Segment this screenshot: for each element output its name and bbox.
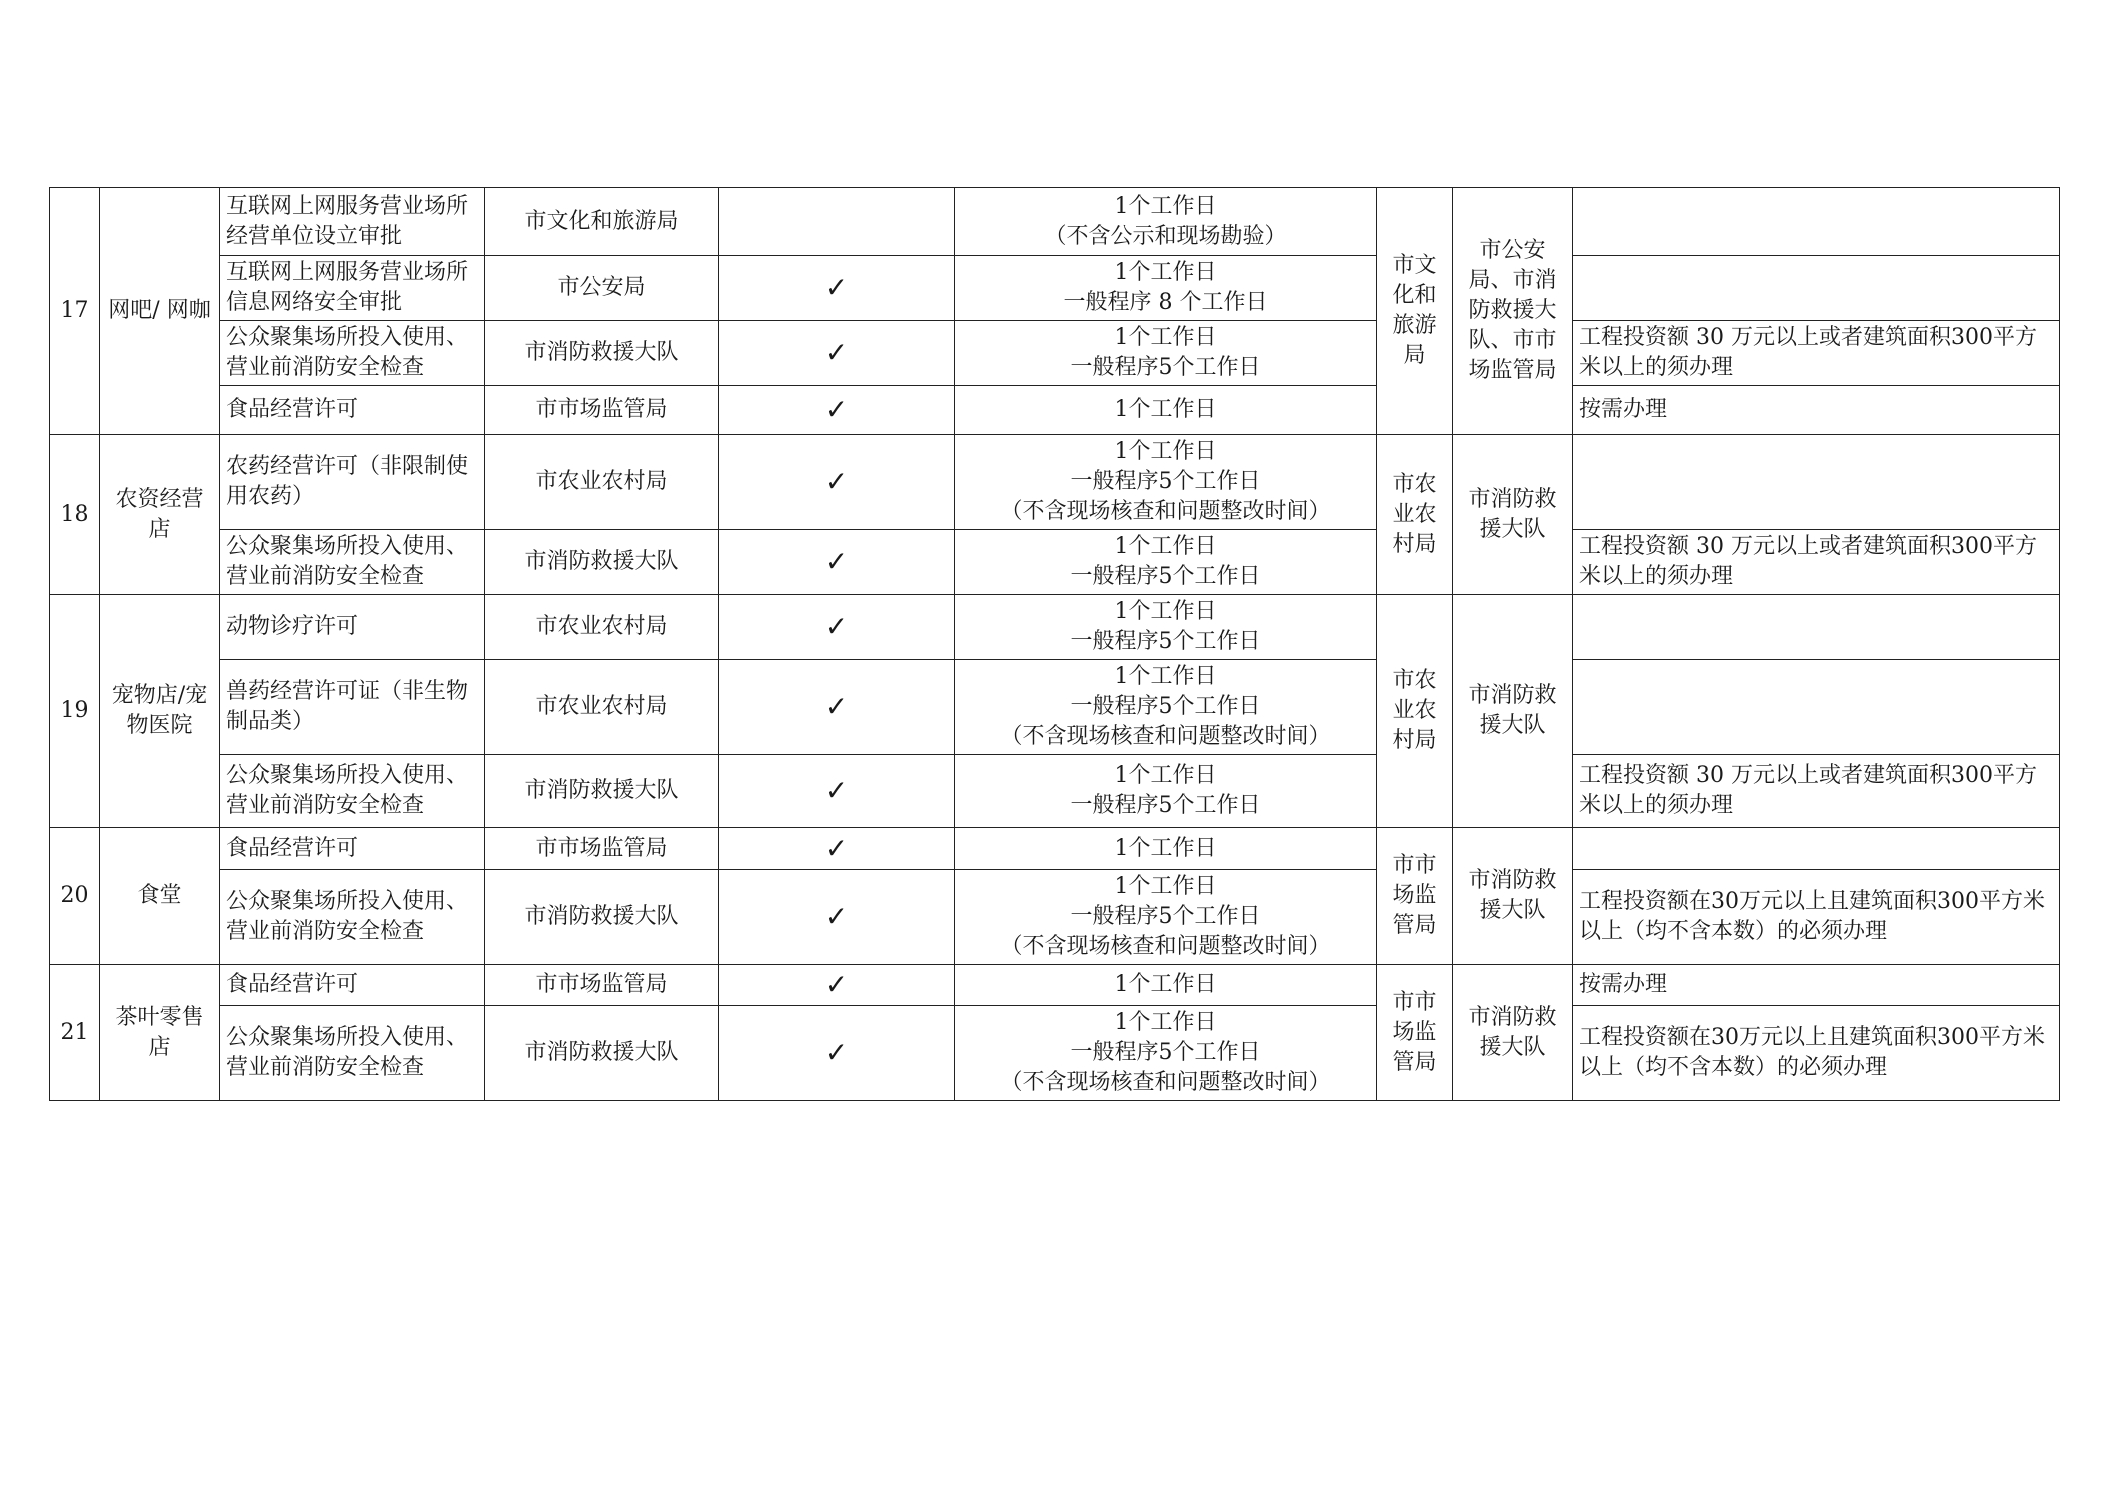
- row-number: 17: [50, 188, 100, 435]
- permit-table: [49, 187, 2060, 1101]
- row-number: 20: [50, 828, 100, 965]
- check-mark: ✓: [719, 595, 955, 660]
- handling-department: 市农业农村局: [485, 660, 719, 755]
- check-mark: ✓: [719, 660, 955, 755]
- processing-time: 1个工作日: [955, 828, 1377, 870]
- table-row: [50, 321, 2060, 386]
- remarks: [1573, 188, 2060, 256]
- permit-item: 公众聚集场所投入使用、营业前消防安全检查: [220, 1006, 485, 1101]
- handling-department: 市农业农村局: [485, 435, 719, 530]
- processing-time: 1个工作日 一般程序5个工作日: [955, 530, 1377, 595]
- handling-department: 市市场监管局: [485, 386, 719, 435]
- permit-item: 公众聚集场所投入使用、营业前消防安全检查: [220, 321, 485, 386]
- handling-department: 市消防救援大队: [485, 755, 719, 828]
- handling-department: 市消防救援大队: [485, 321, 719, 386]
- handling-department: 市市场监管局: [485, 828, 719, 870]
- table-row: [50, 386, 2060, 435]
- processing-time: 1个工作日 （不含公示和现场勘验）: [955, 188, 1377, 256]
- handling-department: 市文化和旅游局: [485, 188, 719, 256]
- handling-department: 市消防救援大队: [485, 1006, 719, 1101]
- lead-department: 市市场监管局: [1377, 965, 1453, 1101]
- check-mark: ✓: [719, 965, 955, 1006]
- remarks: [1573, 595, 2060, 660]
- business-category: 食堂: [100, 828, 220, 965]
- permit-item: 互联网上网服务营业场所信息网络安全审批: [220, 256, 485, 321]
- check-mark: ✓: [719, 530, 955, 595]
- check-mark: ✓: [719, 1006, 955, 1101]
- row-number: 19: [50, 595, 100, 828]
- remarks: [1573, 828, 2060, 870]
- table-row: [50, 870, 2060, 965]
- processing-time: 1个工作日 一般程序5个工作日 （不含现场核查和问题整改时间）: [955, 870, 1377, 965]
- row-number: 18: [50, 435, 100, 595]
- handling-department: 市市场监管局: [485, 965, 719, 1006]
- cooperating-departments: 市消防救援大队: [1453, 965, 1573, 1101]
- check-mark: ✓: [719, 256, 955, 321]
- permit-item: 兽药经营许可证（非生物制品类）: [220, 660, 485, 755]
- remarks: 工程投资额在30万元以上且建筑面积300平方米以上（均不含本数）的必须办理: [1573, 870, 2060, 965]
- check-mark: ✓: [719, 755, 955, 828]
- table-row: [50, 256, 2060, 321]
- processing-time: 1个工作日 一般程序5个工作日: [955, 321, 1377, 386]
- permit-item: 食品经营许可: [220, 386, 485, 435]
- business-category: 茶叶零售店: [100, 965, 220, 1101]
- check-mark: ✓: [719, 435, 955, 530]
- processing-time: 1个工作日 一般程序5个工作日 （不含现场核查和问题整改时间）: [955, 660, 1377, 755]
- table-row: [50, 1006, 2060, 1101]
- permit-item: 公众聚集场所投入使用、营业前消防安全检查: [220, 755, 485, 828]
- permit-item: 农药经营许可（非限制使用农药）: [220, 435, 485, 530]
- lead-department: 市农业农村局: [1377, 435, 1453, 595]
- permit-item: 公众聚集场所投入使用、营业前消防安全检查: [220, 530, 485, 595]
- permit-item: 互联网上网服务营业场所经营单位设立审批: [220, 188, 485, 256]
- lead-department: 市文化和旅游局: [1377, 188, 1453, 435]
- cooperating-departments: 市消防救援大队: [1453, 828, 1573, 965]
- check-mark: ✓: [719, 870, 955, 965]
- business-category: 农资经营店: [100, 435, 220, 595]
- remarks: 按需办理: [1573, 965, 2060, 1006]
- processing-time: 1个工作日 一般程序5个工作日: [955, 595, 1377, 660]
- table-row: [50, 660, 2060, 755]
- remarks: 工程投资额在30万元以上且建筑面积300平方米以上（均不含本数）的必须办理: [1573, 1006, 2060, 1101]
- remarks: [1573, 256, 2060, 321]
- cooperating-departments: 市消防救援大队: [1453, 595, 1573, 828]
- processing-time: 1个工作日 一般程序5个工作日 （不含现场核查和问题整改时间）: [955, 435, 1377, 530]
- handling-department: 市消防救援大队: [485, 530, 719, 595]
- business-category: 网吧/ 网咖: [100, 188, 220, 435]
- permit-item: 动物诊疗许可: [220, 595, 485, 660]
- lead-department: 市市场监管局: [1377, 828, 1453, 965]
- table-row: [50, 755, 2060, 828]
- permit-item: 食品经营许可: [220, 965, 485, 1006]
- check-mark: [719, 188, 955, 256]
- cooperating-departments: 市公安局、市消防救援大队、市市场监管局: [1453, 188, 1573, 435]
- permit-item: 公众聚集场所投入使用、营业前消防安全检查: [220, 870, 485, 965]
- processing-time: 1个工作日: [955, 386, 1377, 435]
- table-row: [50, 435, 2060, 530]
- table-row: [50, 595, 2060, 660]
- table-row: [50, 965, 2060, 1006]
- check-mark: ✓: [719, 386, 955, 435]
- table-body: [50, 188, 2060, 1101]
- processing-time: 1个工作日 一般程序 8 个工作日: [955, 256, 1377, 321]
- remarks: 工程投资额 30 万元以上或者建筑面积300平方米以上的须办理: [1573, 321, 2060, 386]
- permit-item: 食品经营许可: [220, 828, 485, 870]
- remarks: 工程投资额 30 万元以上或者建筑面积300平方米以上的须办理: [1573, 755, 2060, 828]
- handling-department: 市农业农村局: [485, 595, 719, 660]
- processing-time: 1个工作日 一般程序5个工作日: [955, 755, 1377, 828]
- remarks: [1573, 435, 2060, 530]
- check-mark: ✓: [719, 321, 955, 386]
- row-number: 21: [50, 965, 100, 1101]
- table-row: [50, 188, 2060, 256]
- remarks: 按需办理: [1573, 386, 2060, 435]
- permit-table-page: [49, 187, 2059, 1101]
- table-row: [50, 828, 2060, 870]
- business-category: 宠物店/宠物医院: [100, 595, 220, 828]
- check-mark: ✓: [719, 828, 955, 870]
- processing-time: 1个工作日 一般程序5个工作日 （不含现场核查和问题整改时间）: [955, 1006, 1377, 1101]
- remarks: 工程投资额 30 万元以上或者建筑面积300平方米以上的须办理: [1573, 530, 2060, 595]
- handling-department: 市消防救援大队: [485, 870, 719, 965]
- cooperating-departments: 市消防救援大队: [1453, 435, 1573, 595]
- remarks: [1573, 660, 2060, 755]
- lead-department: 市农业农村局: [1377, 595, 1453, 828]
- handling-department: 市公安局: [485, 256, 719, 321]
- table-row: [50, 530, 2060, 595]
- processing-time: 1个工作日: [955, 965, 1377, 1006]
